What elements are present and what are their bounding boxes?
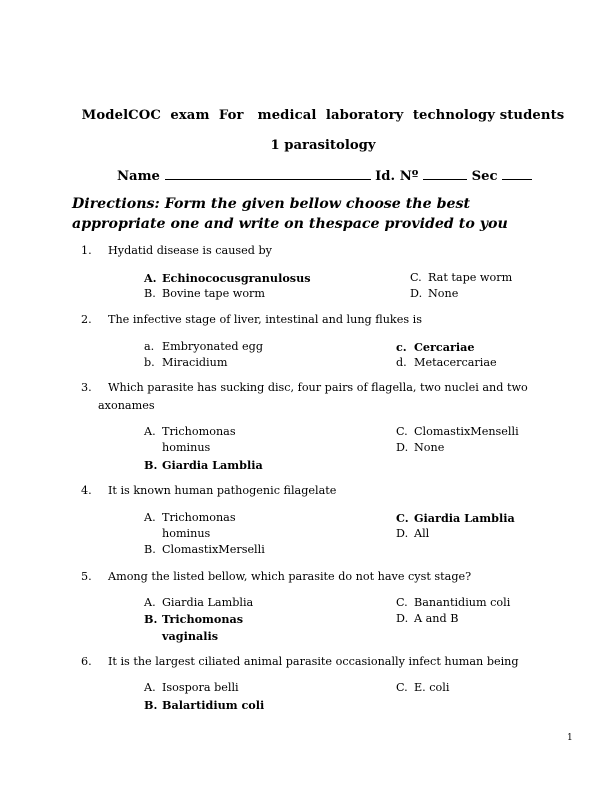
exam-subtitle: 1 parasitology — [270, 138, 376, 153]
option-q5-b[interactable]: B. Trichomonas — [144, 612, 244, 626]
question-text: Which parasite has sucking disc, four pairs of flagella, two nuclei and two — [108, 381, 528, 394]
option-q1-b[interactable]: B. Bovine tape worm — [144, 287, 266, 300]
question-number: 1. — [81, 244, 92, 257]
question-number: 5. — [81, 570, 92, 583]
question-text: It is the largest ciliated animal parasite occasionally infect human being — [108, 655, 519, 668]
question-1 — [81, 244, 272, 257]
option-q5-d[interactable]: D. A and B — [396, 612, 459, 625]
option-q3-b[interactable]: B. Giardia Lamblia — [144, 458, 263, 472]
student-info-line — [117, 167, 532, 184]
id-blank[interactable] — [423, 167, 467, 180]
option-q3-a[interactable]: A. Trichomonas — [144, 425, 236, 438]
option-q4-a-cont: hominus — [162, 527, 211, 540]
question-6 — [81, 655, 519, 668]
option-q1-c[interactable]: C. Rat tape worm — [410, 271, 513, 284]
page-number: 1 — [567, 733, 573, 743]
option-q6-c[interactable]: C. E. coli — [396, 681, 450, 694]
option-q3-c[interactable]: C. ClomastixMenselli — [396, 425, 519, 438]
option-q5-c[interactable]: C. Banantidium coli — [396, 596, 511, 609]
option-q4-b[interactable]: B. ClomastixMerselli — [144, 543, 265, 556]
question-number: 3. — [81, 381, 92, 394]
option-q1-d[interactable]: D. None — [410, 287, 459, 300]
question-3-continued: axonames — [98, 399, 155, 412]
option-q5-a[interactable]: A. Giardia Lamblia — [144, 596, 254, 609]
question-number: 2. — [81, 313, 92, 326]
option-q4-d[interactable]: D. All — [396, 527, 430, 540]
question-number: 6. — [81, 655, 92, 668]
sec-label: Sec — [471, 169, 498, 184]
question-number: 4. — [81, 484, 92, 497]
option-q2-b[interactable]: b. Miracidium — [144, 356, 228, 369]
sec-blank[interactable] — [502, 167, 532, 180]
option-q6-b[interactable]: B. Balartidium coli — [144, 698, 265, 712]
option-q2-c[interactable]: c. Cercariae — [396, 340, 475, 354]
option-q5-b-cont: vaginalis — [162, 629, 219, 643]
option-q2-a[interactable]: a. Embryonated egg — [144, 340, 263, 353]
id-label: Id. Nº — [375, 169, 419, 184]
question-3 — [81, 381, 528, 394]
exam-title: ModelCOC exam For medical laboratory technology students — [81, 108, 565, 123]
question-5 — [81, 570, 471, 583]
name-blank[interactable] — [165, 167, 371, 180]
question-text: It is known human pathogenic filagelate — [108, 484, 337, 497]
option-q2-d[interactable]: d. Metacercariae — [396, 356, 497, 369]
question-text: Hydatid disease is caused by — [108, 244, 272, 257]
question-2 — [81, 313, 422, 326]
question-text: The infective stage of liver, intestinal and lung flukes is — [108, 313, 422, 326]
option-q3-d[interactable]: D. None — [396, 441, 445, 454]
option-q4-a[interactable]: A. Trichomonas — [144, 511, 236, 524]
option-q4-c[interactable]: C. Giardia Lamblia — [396, 511, 515, 525]
directions-text: Directions: Form the given bellow choose the best appropriate one and write on thespace provided to you — [72, 196, 508, 232]
name-label: Name — [117, 169, 160, 184]
option-q6-a[interactable]: A. Isospora belli — [144, 681, 239, 694]
question-text: Among the listed bellow, which parasite do not have cyst stage? — [108, 570, 472, 583]
option-q1-a[interactable]: A. Echinococusgranulosus — [144, 271, 311, 285]
option-q3-a-cont: hominus — [162, 441, 211, 454]
question-4 — [81, 484, 336, 497]
